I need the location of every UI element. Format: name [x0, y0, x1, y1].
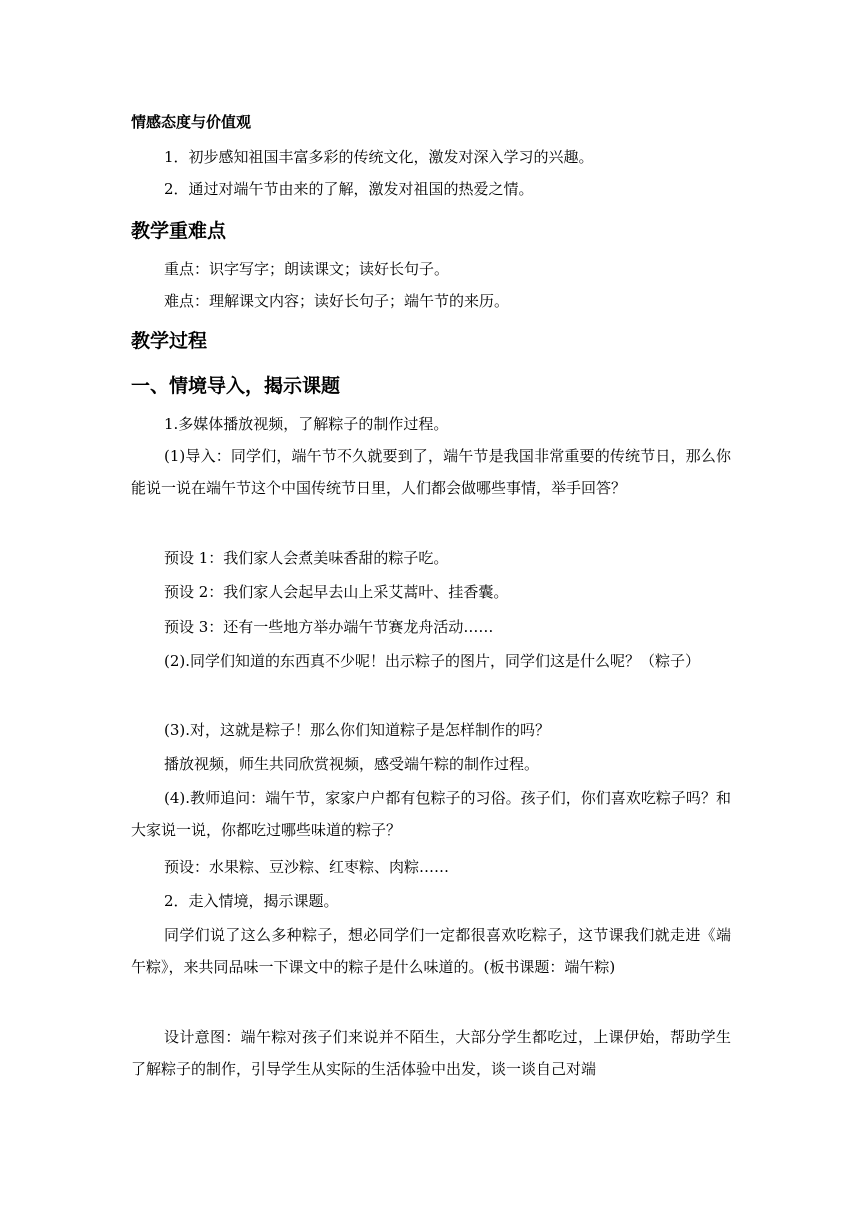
section-heading-process: 教学过程 — [131, 330, 208, 352]
paragraph: 同学们说了这么多种粽子，想必同学们一定都很喜欢吃粽子，这节课我们就走进《端午粽》，来共同品味一下课文中的粽子是什么味道的。(板书课题：端午粽) — [131, 926, 731, 976]
paragraph: 预设 2：我们家人会起早去山上采艾蒿叶、挂香囊。 — [164, 583, 509, 601]
paragraph: 设计意图：端午粽对孩子们来说并不陌生，大部分学生都吃过，上课伊始，帮助学生了解粽子的制作，引导学生从实际的生活体验中出发，谈一谈自己对端 — [131, 1028, 731, 1078]
paragraph: 1．初步感知祖国丰富多彩的传统文化，激发对深入学习的兴趣。 — [164, 148, 594, 166]
paragraph: 预设 3：还有一些地方举办端午节赛龙舟活动…… — [164, 618, 494, 636]
paragraph: (3).对，这就是粽子！那么你们知道粽子是怎样制作的吗？ — [164, 721, 551, 739]
paragraph: (2).同学们知道的东西真不少呢！出示粽子的图片，同学们这是什么呢？（粽子） — [164, 652, 701, 670]
paragraph: 难点：理解课文内容；读好长句子；端午节的来历。 — [164, 292, 510, 310]
paragraph: 重点：识字写字；朗读课文；读好长句子。 — [164, 260, 450, 278]
paragraph: 预设 1：我们家人会煮美味香甜的粽子吃。 — [164, 549, 449, 567]
paragraph: 2．通过对端午节由来的了解，激发对祖国的热爱之情。 — [164, 180, 534, 198]
paragraph: 播放视频，师生共同欣赏视频，感受端午粽的制作过程。 — [164, 755, 540, 773]
section-heading-values: 情感态度与价值观 — [131, 113, 252, 131]
paragraph: (1)导入：同学们，端午节不久就要到了，端午节是我国非常重要的传统节日，那么你能说一说在端午节这个中国传统节日里，人们都会做哪些事情，举手回答？ — [131, 447, 731, 497]
subsection-heading: 一、情境导入，揭示课题 — [131, 375, 341, 397]
paragraph: 1.多媒体播放视频，了解粽子的制作过程。 — [164, 415, 449, 433]
paragraph: (4).教师追问：端午节，家家户户都有包粽子的习俗。孩子们，你们喜欢吃粽子吗？和大家说一说，你都吃过哪些味道的粽子？ — [131, 789, 731, 839]
paragraph: 2．走入情境，揭示课题。 — [164, 892, 339, 910]
paragraph: 预设：水果粽、豆沙粽、红枣粽、肉粽…… — [164, 858, 450, 876]
section-heading-key-points: 教学重难点 — [131, 220, 227, 242]
